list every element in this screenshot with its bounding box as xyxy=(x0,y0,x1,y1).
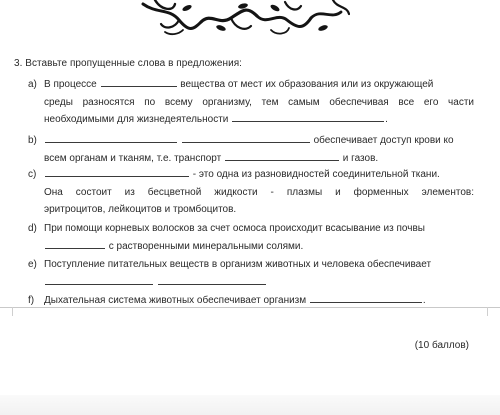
item-letter: d) xyxy=(28,223,37,234)
item-letter: c) xyxy=(28,169,37,180)
task-title: 3. Вставьте пропущенные слова в предложения: xyxy=(14,58,243,69)
answer-blank[interactable] xyxy=(225,150,339,161)
answer-blank[interactable] xyxy=(45,166,189,177)
item-letter: a) xyxy=(28,79,37,90)
answer-blank[interactable] xyxy=(310,292,422,303)
page-divider xyxy=(0,307,500,308)
sentence-text: среды разносятся по всему организму, тем самым обеспечивая все его части xyxy=(44,96,474,108)
line xyxy=(44,166,474,184)
line xyxy=(44,132,474,150)
item-letter: b) xyxy=(28,135,37,146)
line xyxy=(44,111,474,129)
sentence-text: всем органам и тканям, т.е. транспорт xyxy=(44,152,222,164)
sentence-end: . xyxy=(385,114,388,125)
sentence-text: Поступление питательных веществ в организм животных и человека обеспечивает xyxy=(44,259,432,270)
sentence-text: При помощи корневых волосков за счет осмоса происходит всасывание из почвы xyxy=(44,223,425,234)
line xyxy=(44,238,474,256)
answer-blank[interactable] xyxy=(232,111,384,122)
item-letter: e) xyxy=(28,259,37,270)
answer-blank[interactable] xyxy=(45,274,153,285)
line xyxy=(44,150,474,168)
answer-blank[interactable] xyxy=(45,132,177,143)
answer-blank[interactable] xyxy=(101,76,177,87)
margin-mark-left xyxy=(0,307,13,316)
score-label: (10 баллов) xyxy=(414,340,469,351)
margin-mark-right xyxy=(487,307,500,316)
sentence-text: эритроцитов, лейкоцитов и тромбоцитов. xyxy=(44,204,237,215)
sentence-text: обеспечивает доступ крови ко xyxy=(313,135,454,146)
sentence-text: В процессе xyxy=(44,79,97,90)
sentence-text: вещества от мест их образования или из окружающей xyxy=(180,79,434,90)
answer-blank[interactable] xyxy=(45,238,105,249)
item-a xyxy=(14,76,474,129)
item-c xyxy=(14,166,474,219)
answer-blank[interactable] xyxy=(158,274,266,285)
line xyxy=(44,274,474,292)
page-bottom-shade xyxy=(0,395,500,415)
line xyxy=(44,76,474,94)
sentence-text: необходимыми для жизнедеятельности xyxy=(44,114,229,125)
item-d xyxy=(14,220,474,255)
item-e xyxy=(14,256,474,291)
sentence-text: - это одна из разновидностей соединительной ткани. xyxy=(192,169,440,180)
decorative-vine-illustration xyxy=(135,0,350,38)
sentence-end: . xyxy=(422,295,426,306)
sentence-text: и газов. xyxy=(342,152,379,164)
item-b xyxy=(14,132,474,167)
answer-blank[interactable] xyxy=(182,132,310,143)
sentence-text: с растворенными минеральными солями. xyxy=(108,240,304,252)
sentence-text: Она состоит из бесцветной жидкости - плазмы и форменных элементов: xyxy=(44,186,474,198)
sentence-text: Дыхательная система животных обеспечивает организм xyxy=(44,295,307,306)
item-letter: f) xyxy=(28,295,35,306)
